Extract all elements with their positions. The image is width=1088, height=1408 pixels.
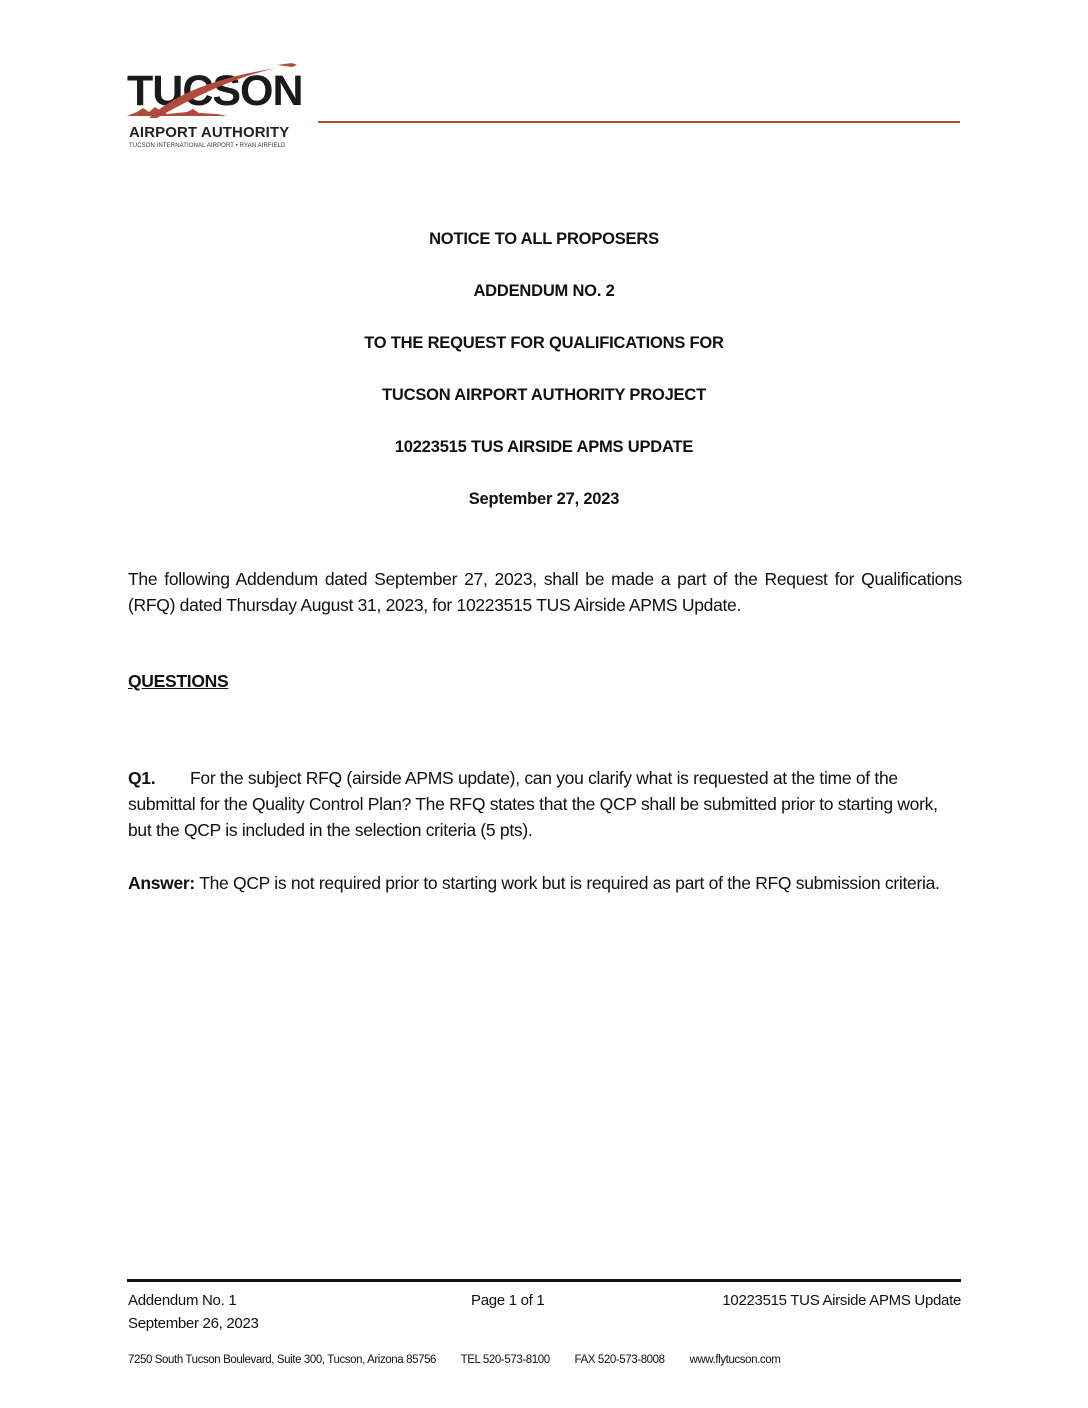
footer-divider bbox=[127, 1279, 961, 1282]
tucson-airport-authority-logo bbox=[127, 62, 327, 157]
questions-heading: QUESTIONS bbox=[128, 671, 229, 691]
title-block bbox=[0, 228, 1088, 540]
website-link[interactable]: www.flytucson.com bbox=[689, 1354, 781, 1366]
footer-date: September 26, 2023 bbox=[128, 1315, 259, 1332]
logo-wordmark: TUCSON bbox=[127, 67, 303, 115]
title-rfq: TO THE REQUEST FOR QUALIFICATIONS FOR bbox=[364, 334, 724, 352]
footer-left bbox=[128, 1289, 259, 1335]
answer-text: The QCP is not required prior to starting work but is required as part of the RFQ submission criteria. bbox=[194, 873, 940, 893]
question-label: Q1. bbox=[128, 768, 156, 788]
header-divider bbox=[318, 121, 960, 123]
logo-subtitle: AIRPORT AUTHORITY bbox=[129, 124, 290, 141]
answer-label: Answer: bbox=[128, 873, 195, 893]
footer-page-number: Page 1 of 1 bbox=[471, 1292, 545, 1309]
fax: FAX 520-573-8008 bbox=[574, 1354, 665, 1366]
answer-item bbox=[128, 870, 962, 896]
logo-swoosh-icon bbox=[127, 62, 327, 126]
contact-address-line bbox=[128, 1354, 802, 1366]
question-text: For the subject RFQ (airside APMS update), can you clarify what is requested at the time of the submittal for the Quality Control Plan? The RFQ states that the QCP shall be submitted prior to starting work, but the QCP is included in the selection criteria (5 pts). bbox=[128, 768, 938, 840]
telephone: TEL 520-573-8100 bbox=[460, 1354, 550, 1366]
footer-project-name: 10223515 TUS Airside APMS Update bbox=[722, 1292, 961, 1309]
intro-paragraph: The following Addendum dated September 27, 2023, shall be made a part of the Request for Qualifications (RFQ) dated Thursday August 31, 2023, for 10223515 TUS Airside APMS Update. bbox=[128, 569, 962, 615]
title-date: September 27, 2023 bbox=[468, 490, 620, 508]
logo-tagline: TUCSON INTERNATIONAL AIRPORT • RYAN AIRFIELD bbox=[129, 143, 286, 149]
title-notice: NOTICE TO ALL PROPOSERS bbox=[429, 230, 659, 248]
title-project-name: 10223515 TUS AIRSIDE APMS UPDATE bbox=[394, 438, 694, 456]
title-authority-project: TUCSON AIRPORT AUTHORITY PROJECT bbox=[382, 386, 706, 404]
title-addendum-number: ADDENDUM NO. 2 bbox=[473, 282, 615, 300]
address: 7250 South Tucson Boulevard, Suite 300, Tucson, Arizona 85756 bbox=[128, 1354, 437, 1366]
footer-addendum-number: Addendum No. 1 bbox=[128, 1292, 237, 1309]
question-item bbox=[128, 765, 962, 843]
